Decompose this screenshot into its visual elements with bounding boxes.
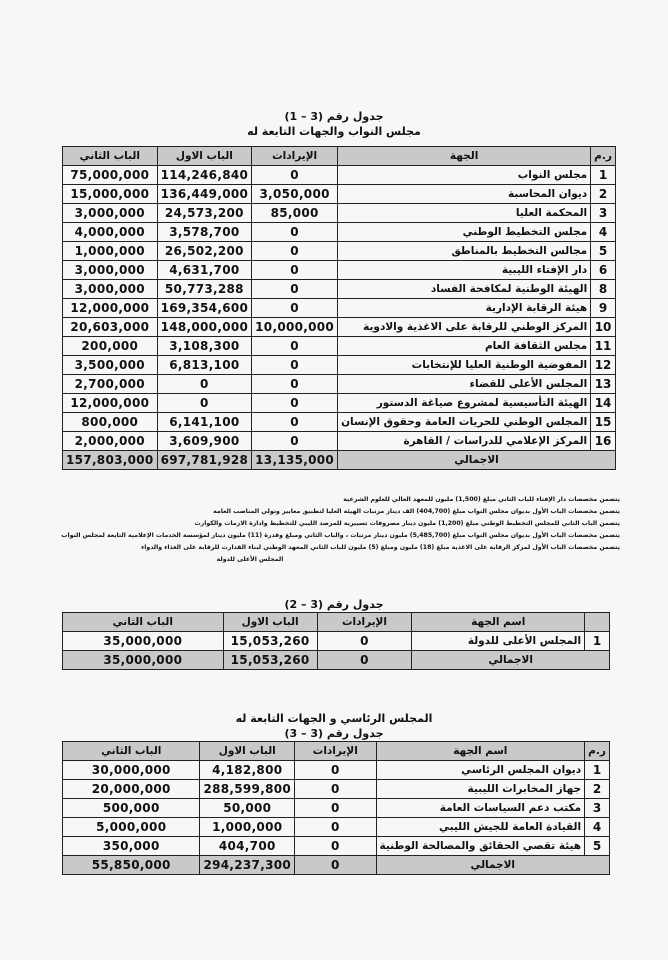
table3-header-ch2: الباب الثاني <box>63 742 200 761</box>
cell-ch1: 50,773,288 <box>157 280 252 299</box>
cell-revenue: 0 <box>252 432 338 451</box>
cell-entity: دار الإفتاء الليبية <box>338 261 591 280</box>
table1-header-ch2: الباب الثاني <box>63 147 158 166</box>
cell-idx: 13 <box>591 375 616 394</box>
cell-revenue: 0 <box>252 242 338 261</box>
cell-ch1: 6,141,100 <box>157 413 252 432</box>
total-label: الاجمالي <box>412 651 610 670</box>
table-row <box>63 261 616 280</box>
cell-revenue: 0 <box>295 799 377 818</box>
cell-ch1: 404,700 <box>200 837 295 856</box>
table-row <box>63 394 616 413</box>
cell-revenue: 0 <box>252 280 338 299</box>
cell-ch2: 4,000,000 <box>63 223 158 242</box>
cell-idx: 10 <box>591 318 616 337</box>
total-ch2: 55,850,000 <box>63 856 200 875</box>
cell-ch1: 114,246,840 <box>157 166 252 185</box>
table-row <box>63 337 616 356</box>
table3-caption: جدول رقم (3 – 3) <box>284 727 384 740</box>
cell-revenue: 0 <box>295 818 377 837</box>
cell-ch1: 288,599,800 <box>200 780 295 799</box>
cell-ch2: 30,000,000 <box>63 761 200 780</box>
cell-ch2: 200,000 <box>63 337 158 356</box>
cell-ch1: 136,449,000 <box>157 185 252 204</box>
table3-header-ch1: الباب الاول <box>200 742 295 761</box>
table-row <box>63 837 610 856</box>
cell-ch2: 2,000,000 <box>63 432 158 451</box>
cell-ch1: 148,000,000 <box>157 318 252 337</box>
cell-ch1: 169,354,600 <box>157 299 252 318</box>
table2-header-idx <box>585 613 610 632</box>
cell-entity: ديوان المجلس الرئاسي <box>376 761 585 780</box>
cell-ch1: 4,631,700 <box>157 261 252 280</box>
cell-ch1: 15,053,260 <box>223 632 317 651</box>
footnote-line: يتضمن مخصصات دار الإفتاء للباب الثاني مبلغ (1,500) مليون للمعهد العالي للعلوم الشرعية <box>343 496 620 503</box>
table3 <box>62 741 610 875</box>
footnote-line: يتضمن مخصصات الباب الأول بديوان مجلس النواب مبلغ (5,485,700) مليون دينار مرتبات ، والباب الثاني ومبلغ وقدرة (11) مليون دينار لمؤسسة الخدمات الإعلامية التابعة لمجلس النواب <box>61 532 620 539</box>
cell-revenue: 0 <box>252 299 338 318</box>
cell-entity: مكتب دعم السياسات العامة <box>376 799 585 818</box>
cell-entity: المجلس الأعلى للقضاء <box>338 375 591 394</box>
cell-idx: 8 <box>591 280 616 299</box>
table3-header-idx: ر.م <box>585 742 610 761</box>
table-row <box>63 432 616 451</box>
cell-entity: المحكمة العليا <box>338 204 591 223</box>
table1 <box>62 146 616 470</box>
table1-header-revenue: الإيرادات <box>252 147 338 166</box>
cell-revenue: 0 <box>252 223 338 242</box>
cell-entity: مجلس التخطيط الوطني <box>338 223 591 242</box>
total-revenue: 0 <box>295 856 377 875</box>
table1-header-entity: الجهة <box>338 147 591 166</box>
cell-ch2: 3,000,000 <box>63 261 158 280</box>
cell-idx: 4 <box>585 818 610 837</box>
cell-idx: 16 <box>591 432 616 451</box>
table1-header-row <box>63 147 616 166</box>
cell-entity: المركز الوطني للرقابة على الاغذية والادوية <box>338 318 591 337</box>
cell-ch1: 3,108,300 <box>157 337 252 356</box>
cell-idx: 12 <box>591 356 616 375</box>
cell-ch2: 500,000 <box>63 799 200 818</box>
cell-idx: 5 <box>585 837 610 856</box>
cell-idx: 14 <box>591 394 616 413</box>
cell-revenue: 0 <box>252 356 338 375</box>
cell-entity: المجلس الوطني للحريات العامة وحقوق الإنسان <box>338 413 591 432</box>
table-row <box>63 375 616 394</box>
table3-header-row <box>63 742 610 761</box>
total-label: الاجمالي <box>338 451 616 470</box>
cell-ch2: 1,000,000 <box>63 242 158 261</box>
cell-revenue: 85,000 <box>252 204 338 223</box>
cell-idx: 1 <box>585 632 610 651</box>
cell-idx: 15 <box>591 413 616 432</box>
cell-revenue: 0 <box>252 375 338 394</box>
total-row <box>63 451 616 470</box>
cell-ch1: 0 <box>157 394 252 413</box>
cell-ch1: 24,573,200 <box>157 204 252 223</box>
cell-idx: 11 <box>591 337 616 356</box>
cell-idx: 2 <box>591 185 616 204</box>
cell-ch1: 3,609,900 <box>157 432 252 451</box>
cell-revenue: 0 <box>252 394 338 413</box>
table-row <box>63 299 616 318</box>
cell-entity: جهاز المخابرات الليبية <box>376 780 585 799</box>
table2-header-row <box>63 613 610 632</box>
cell-ch2: 2,700,000 <box>63 375 158 394</box>
cell-ch2: 5,000,000 <box>63 818 200 837</box>
cell-ch1: 4,182,800 <box>200 761 295 780</box>
table3-subtitle: المجلس الرئاسي و الجهات التابعة له <box>235 712 433 725</box>
cell-ch2: 3,500,000 <box>63 356 158 375</box>
cell-revenue: 0 <box>295 780 377 799</box>
cell-ch2: 20,000,000 <box>63 780 200 799</box>
cell-revenue: 0 <box>252 261 338 280</box>
cell-ch2: 35,000,000 <box>63 632 224 651</box>
cell-ch2: 20,603,000 <box>63 318 158 337</box>
cell-revenue: 3,050,000 <box>252 185 338 204</box>
cell-ch2: 3,000,000 <box>63 204 158 223</box>
table2-header-ch1: الباب الاول <box>223 613 317 632</box>
table-row <box>63 318 616 337</box>
table-row <box>63 356 616 375</box>
cell-entity: هيئة تقصي الحقائق والمصالحة الوطنية <box>376 837 585 856</box>
table1-subtitle: مجلس النواب والجهات التابعة له <box>247 125 421 138</box>
table-row <box>63 632 610 651</box>
total-revenue: 0 <box>317 651 412 670</box>
cell-idx: 3 <box>591 204 616 223</box>
table-row <box>63 185 616 204</box>
table1-caption: جدول رقم (3 – 1) <box>284 110 384 123</box>
footnotes <box>60 494 620 566</box>
cell-revenue: 10,000,000 <box>252 318 338 337</box>
cell-entity: المفوضية الوطنية العليا للإنتخابات <box>338 356 591 375</box>
table2-header-revenue: الإيرادات <box>317 613 412 632</box>
cell-entity: ديوان المحاسبة <box>338 185 591 204</box>
footnote-line: المجلس الأعلى للدولة <box>216 556 284 563</box>
cell-idx: 9 <box>591 299 616 318</box>
cell-entity: الهيئة الوطنية لمكافحة الفساد <box>338 280 591 299</box>
table-row <box>63 761 610 780</box>
cell-revenue: 0 <box>252 337 338 356</box>
cell-ch2: 15,000,000 <box>63 185 158 204</box>
total-ch1: 294,237,300 <box>200 856 295 875</box>
table-row <box>63 242 616 261</box>
cell-entity: مجلس النواب <box>338 166 591 185</box>
cell-idx: 3 <box>585 799 610 818</box>
table-row <box>63 280 616 299</box>
total-ch2: 35,000,000 <box>63 651 224 670</box>
cell-ch2: 350,000 <box>63 837 200 856</box>
cell-entity: مجالس التخطيط بالمناطق <box>338 242 591 261</box>
cell-ch2: 12,000,000 <box>63 394 158 413</box>
cell-idx: 2 <box>585 780 610 799</box>
table2-caption: جدول رقم (3 – 2) <box>284 598 384 611</box>
total-row <box>63 856 610 875</box>
table-row <box>63 818 610 837</box>
cell-entity: المجلس الأعلى للدولة <box>412 632 585 651</box>
table-row <box>63 166 616 185</box>
cell-idx: 6 <box>591 261 616 280</box>
footnote-line: يتضمن مخصصات الباب الأول بديوان مجلس النواب مبلغ (404,700) الف دينار مرتبات الهيئة العليا لتطبيق معايير وتولي المناصب العامة <box>213 508 620 515</box>
cell-entity: القيادة العامة للجيش الليبي <box>376 818 585 837</box>
cell-idx: 1 <box>585 761 610 780</box>
cell-ch1: 50,000 <box>200 799 295 818</box>
cell-ch2: 12,000,000 <box>63 299 158 318</box>
cell-ch1: 26,502,200 <box>157 242 252 261</box>
cell-revenue: 0 <box>317 632 412 651</box>
total-row <box>63 651 610 670</box>
cell-entity: مجلس الثقافة العام <box>338 337 591 356</box>
total-revenue: 13,135,000 <box>252 451 338 470</box>
footnote-line: يتضمن الباب الثاني للمجلس التخطيط الوطني مبلغ (1,200) مليون دينار مصروفات تسييرية للمرصد الليبي للتخطيط وادارة الازمات والكوارث <box>194 520 620 527</box>
cell-revenue: 0 <box>295 761 377 780</box>
table-row <box>63 223 616 242</box>
table2-header-entity: اسم الجهة <box>412 613 585 632</box>
table3-header-entity: اسم الجهة <box>376 742 585 761</box>
cell-ch2: 75,000,000 <box>63 166 158 185</box>
cell-ch1: 3,578,700 <box>157 223 252 242</box>
cell-entity: هيئة الرقابة الإدارية <box>338 299 591 318</box>
table2-header-ch2: الباب الثاني <box>63 613 224 632</box>
cell-ch2: 800,000 <box>63 413 158 432</box>
cell-idx: 4 <box>591 223 616 242</box>
table-row <box>63 780 610 799</box>
cell-ch2: 3,000,000 <box>63 280 158 299</box>
cell-revenue: 0 <box>252 413 338 432</box>
total-ch1: 697,781,928 <box>157 451 252 470</box>
total-label: الاجمالي <box>376 856 609 875</box>
footnote-line: يتضمن مخصصات الباب الأول لمركز الرقابة على الاغذية مبلغ (18) مليون ومبلغ (5) مليون للباب الثاني المعهد الوطني لبناء القدارت للرقابة على الغذاء والدواء <box>141 544 620 551</box>
cell-revenue: 0 <box>295 837 377 856</box>
table2 <box>62 612 610 670</box>
cell-entity: المركز الإعلامي للدراسات / القاهرة <box>338 432 591 451</box>
table3-header-revenue: الإيرادات <box>295 742 377 761</box>
cell-idx: 1 <box>591 166 616 185</box>
total-ch2: 157,803,000 <box>63 451 158 470</box>
cell-entity: الهيئة التأسيسية لمشروع صياغة الدستور <box>338 394 591 413</box>
table1-header-ch1: الباب الاول <box>157 147 252 166</box>
table1-header-idx: ر.م <box>591 147 616 166</box>
total-ch1: 15,053,260 <box>223 651 317 670</box>
cell-ch1: 6,813,100 <box>157 356 252 375</box>
cell-ch1: 1,000,000 <box>200 818 295 837</box>
table-row <box>63 799 610 818</box>
cell-idx: 5 <box>591 242 616 261</box>
cell-ch1: 0 <box>157 375 252 394</box>
table-row <box>63 204 616 223</box>
cell-revenue: 0 <box>252 166 338 185</box>
table-row <box>63 413 616 432</box>
